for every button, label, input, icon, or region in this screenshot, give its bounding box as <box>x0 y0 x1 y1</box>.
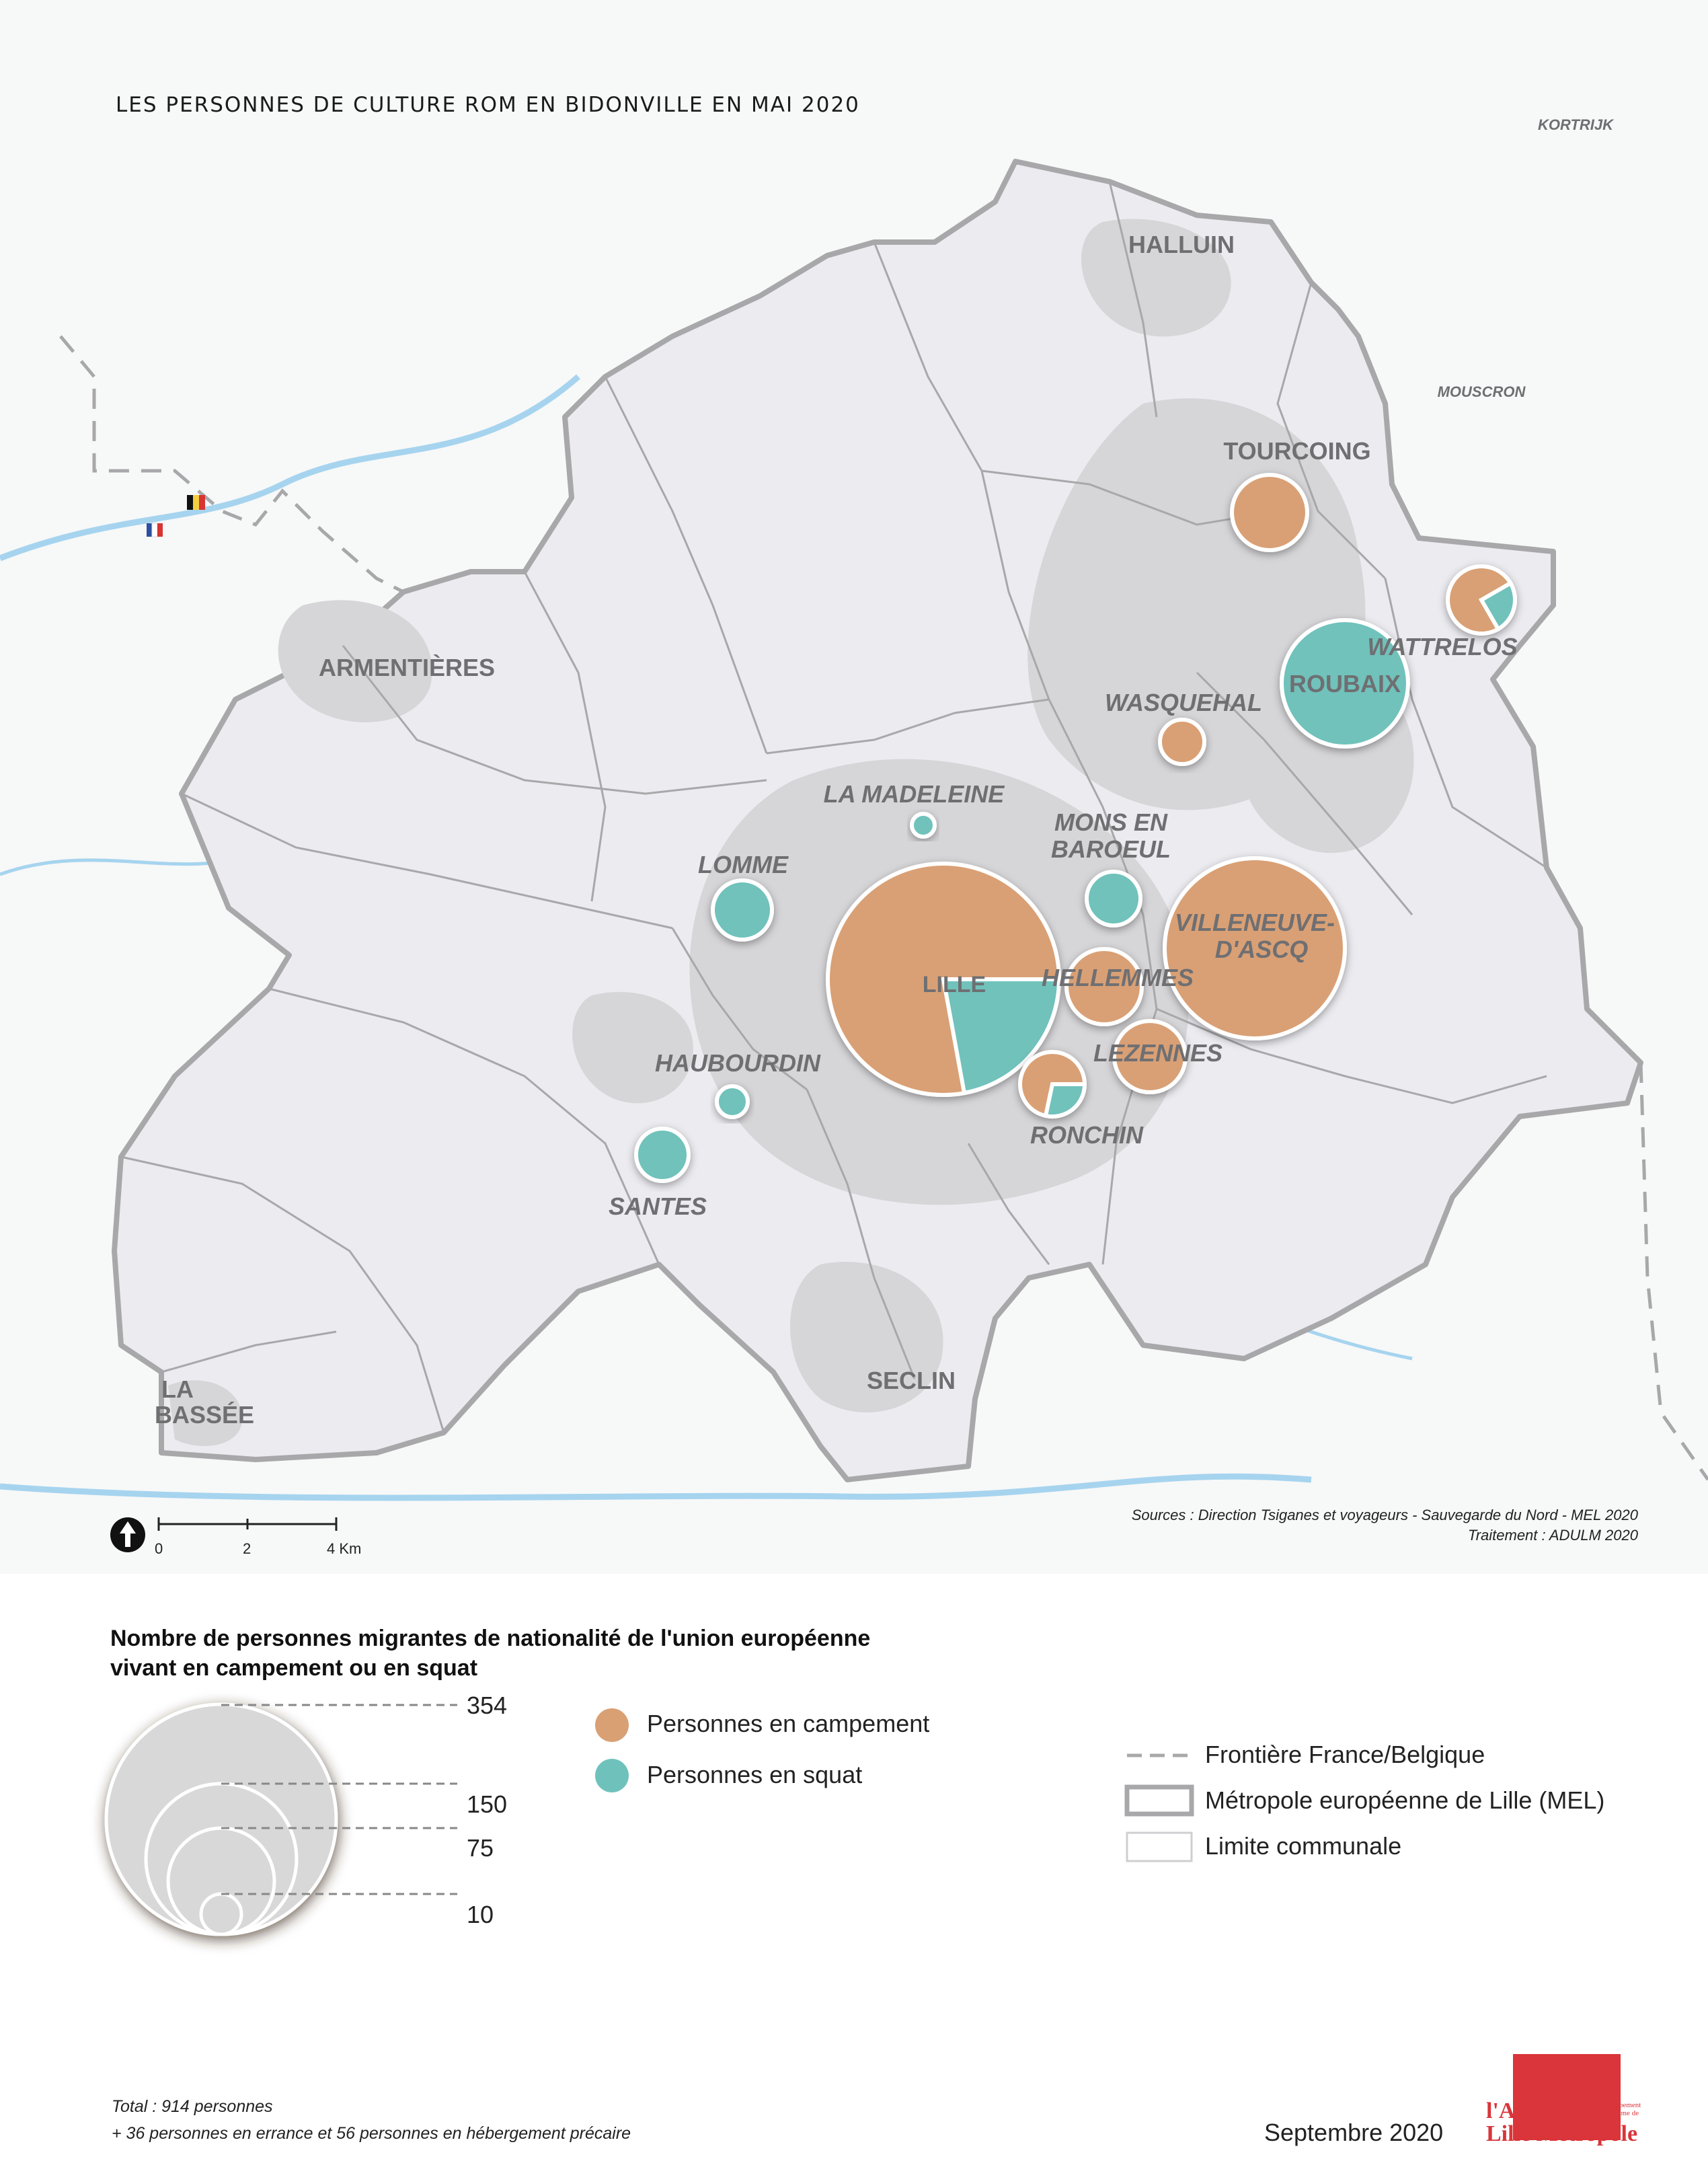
legend-size-circles <box>106 1704 336 1934</box>
legend-size-values <box>467 1692 507 1928</box>
logo-small1: de développement <box>1587 2101 1641 2109</box>
label-villeneuve-1: VILLENEUVE- <box>1174 909 1335 936</box>
legend-title-line2: vivant en campement ou en squat <box>110 1655 478 1681</box>
publication-date: Septembre 2020 <box>1264 2119 1444 2146</box>
scale-tick-2: 2 <box>243 1540 251 1557</box>
symbol-lomme <box>713 880 772 940</box>
legend-squat-swatch <box>595 1759 629 1792</box>
label-mons-en-baroeul-1: MONS EN <box>1054 808 1168 836</box>
legend-title-line1: Nombre de personnes migrantes de nationalité de l'union européenne <box>110 1626 871 1651</box>
symbol-santes <box>636 1129 689 1181</box>
legend-squat-label: Personnes en squat <box>647 1761 863 1788</box>
label-la-bassee-1: LA <box>161 1375 194 1403</box>
map-title: LES PERSONNES DE CULTURE ROM EN BIDONVILLE EN MAI 2020 <box>116 93 860 117</box>
legend-campement-swatch <box>595 1708 629 1742</box>
footnote <box>112 2093 631 2147</box>
legend-limite-label: Limite communale <box>1205 1832 1402 1860</box>
label-santes: SANTES <box>608 1192 707 1220</box>
agence-logo-small <box>1587 2101 1641 2117</box>
label-seclin: SECLIN <box>866 1367 956 1394</box>
legend-limite-symbol <box>1127 1833 1192 1861</box>
label-mons-en-baroeul-2: BAROEUL <box>1051 835 1171 863</box>
label-la-madeleine: LA MADELEINE <box>823 780 1005 808</box>
symbol-tourcoing <box>1232 475 1307 550</box>
legend-size-150: 150 <box>467 1790 508 1818</box>
legend-mel-label: Métropole européenne de Lille (MEL) <box>1205 1786 1605 1814</box>
label-roubaix: ROUBAIX <box>1288 670 1401 697</box>
legend-size-10: 10 <box>467 1901 494 1928</box>
symbol-la-madeleine <box>912 814 935 837</box>
sources-line: Sources : Direction Tsiganes et voyageurs - Sauvegarde du Nord - MEL 2020 <box>1131 1507 1638 1523</box>
symbol-haubourdin <box>717 1086 748 1117</box>
label-armentieres: ARMENTIÈRES <box>318 654 496 681</box>
legend-frontiere-label: Frontière France/Belgique <box>1205 1741 1485 1768</box>
sources-block <box>1132 1505 1638 1546</box>
logo-small2: et d'urbanisme de <box>1587 2109 1639 2117</box>
flag-belgium <box>187 495 205 510</box>
label-haubourdin: HAUBOURDIN <box>655 1049 820 1077</box>
logo-line1: l'Agence <box>1486 2098 1570 2123</box>
scale-tick-4: 4 Km <box>327 1540 362 1557</box>
label-halluin: HALLUIN <box>1128 231 1235 258</box>
label-villeneuve-2: D'ASCQ <box>1214 936 1309 963</box>
legend-campement-label: Personnes en campement <box>647 1710 930 1737</box>
label-lille: LILLE <box>922 972 986 997</box>
label-lomme: LOMME <box>698 851 788 878</box>
label-la-bassee-2: BASSÉE <box>154 1401 255 1429</box>
label-hellemmes: HELLEMMES <box>1041 964 1194 991</box>
symbol-ronchin <box>1020 1052 1085 1116</box>
footnote-total: Total : 914 personnes <box>112 2097 273 2116</box>
label-wasquehal: WASQUEHAL <box>1105 689 1262 716</box>
legend-title <box>110 1624 870 1683</box>
flag-france <box>147 523 163 537</box>
north-arrow <box>110 1517 145 1552</box>
label-tourcoing: TOURCOING <box>1223 437 1371 465</box>
symbol-wasquehal <box>1160 720 1204 764</box>
legend-size-75: 75 <box>467 1834 494 1862</box>
label-mouscron: MOUSCRON <box>1437 383 1526 400</box>
scale-tick-0: 0 <box>155 1540 163 1557</box>
legend-size-354: 354 <box>467 1692 508 1719</box>
logo-line2: Lille Métropole <box>1486 2121 1638 2146</box>
traitement-line: Traitement : ADULM 2020 <box>1467 1527 1638 1544</box>
footnote-extra: + 36 personnes en errance et 56 personnes en hébergement précaire <box>112 2124 631 2143</box>
label-lezennes: LEZENNES <box>1093 1039 1223 1067</box>
label-ronchin: RONCHIN <box>1030 1121 1143 1149</box>
legend-mel-symbol <box>1127 1787 1192 1814</box>
label-kortrijk: KORTRIJK <box>1537 116 1614 133</box>
symbol-mons-en-baroeul <box>1087 872 1140 925</box>
label-wattrelos: WATTRELOS <box>1367 633 1518 660</box>
